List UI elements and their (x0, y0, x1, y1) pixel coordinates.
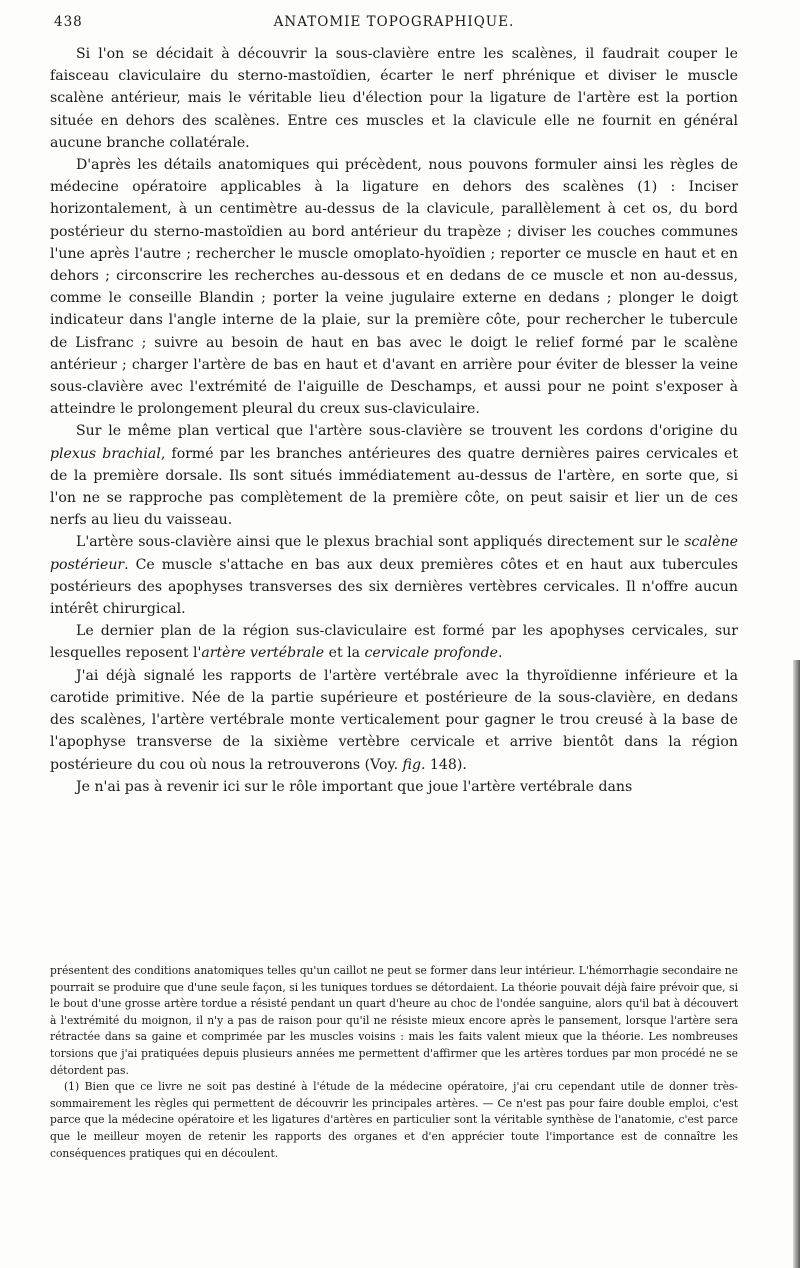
footnote-continuation: présentent des conditions anatomiques telles qu'un caillot ne peut se former dans leur intérieur. L'hémorrhagie secondaire ne pourrait se produire que d'une seule façon, si les tuniques tordues se détordaient. La théorie pouvait déjà faire prévoir que, si le bout d'une grosse artère tordue a résisté pendant un quart d'heure au choc de l'ondée sanguine, alors qu'il bat à découvert à l'extrémité du moignon, il n'y a pas de raison pour qu'il ne résiste mieux encore après le pansement, lorsque l'artère sera rétractée dans sa gaine et comprimée par les muscles voisins : mais les faits valent mieux que la théorie. Les nombreuses torsions que j'ai pratiquées depuis plusieurs années me permettent d'affirmer que les artères tordues par mon procédé ne se détordent pas. (50, 964, 738, 1077)
paragraph-6 (50, 665, 738, 776)
paragraph-4-italic: scalène postérieur (50, 534, 738, 573)
running-title: ANATOMIE TOPOGRAPHIQUE. (273, 14, 515, 30)
scan-edge-shadow (793, 660, 800, 1268)
paragraph-3 (50, 420, 738, 531)
paragraph-4-text-a: L'artère sous-clavière ainsi que le plexus brachial sont appliqués directement sur le (76, 534, 685, 551)
paragraph-3-italic: plexus brachial (50, 445, 161, 462)
paragraph-6-italic: fig. (402, 756, 426, 773)
running-head (50, 10, 738, 36)
paragraph-5-italic-2: cervicale profonde (364, 645, 498, 662)
main-text (50, 43, 738, 798)
paragraph-5-italic-1: artère vertébrale (201, 645, 325, 662)
footnotes (50, 963, 738, 1162)
paragraph-3-text-a: Sur le même plan vertical que l'artère sous-clavière se trouvent les cordons d'origine du (76, 423, 738, 440)
paragraph-5-text-a: Le dernier plan de la région sus-claviculaire est formé par les apophyses cervicales, sur lesquelles reposent l' (50, 623, 738, 662)
paragraph-5 (50, 620, 738, 664)
page-number: 438 (54, 14, 83, 30)
footnote-1: (1) Bien que ce livre ne soit pas destiné à l'étude de la médecine opératoire, j'ai cru cependant utile de donner très-sommairement les règles qui permettent de découvrir les principales artères. — Ce n'est pas pour faire double emploi, c'est parce que la médecine opératoire et les ligatures d'artères en particulier sont la véritable synthèse de l'anatomie, c'est parce que le meilleur moyen de retenir les rapports des organes et d'en apprécier toute l'importance est de connaître les conséquences pratiques qui en découlent. (50, 1080, 738, 1160)
paragraph-7: Je n'ai pas à revenir ici sur le rôle important que joue l'artère vertébrale dans (76, 778, 633, 795)
paragraph-3-text-b: , formé par les branches antérieures des quatre dernières paires cervicales et de la première dorsale. Ils sont situés immédiatement au-dessus de l'artère, en sorte que, si l'on ne se rapproche pas complètement de la première côte, on peut saisir et lier un de ces nerfs au lieu du vaisseau. (50, 445, 738, 529)
paragraph-2: D'après les détails anatomiques qui précèdent, nous pouvons formuler ainsi les règles de médecine opératoire applicables à la ligature en dehors des scalènes (1) : Inciser horizontalement, à un centimètre au-dessus de la clavicule, parallèlement à cet os, du bord postérieur du sterno-mastoïdien au bord antérieur du trapèze ; diviser les couches communes l'une après l'autre ; rechercher le muscle omoplato-hyoïdien ; reporter ce muscle en haut et en dehors ; circonscrire les recherches au-dessous et en dedans de ce muscle et non au-dessus, comme le conseille Blandin ; porter la veine jugulaire externe en dedans ; plonger le doigt indicateur dans l'angle interne de la plaie, sur la première côte, pour rechercher le tubercule de Lisfranc ; suivre au besoin de haut en bas avec le doigt le relief formé par le scalène antérieur ; charger l'artère de bas en haut et d'avant en arrière pour éviter de blesser la veine sous-clavière avec l'extrémité de l'aiguille de Deschamps, et aussi pour ne point s'exposer à atteindre le prolongement pleural du creux sus-claviculaire. (50, 157, 738, 418)
paragraph-6-text-a: J'ai déjà signalé les rapports de l'artère vertébrale avec la thyroïdienne inférieure et la carotide primitive. Née de la partie supérieure et postérieure de la sous-clavière, en dedans des scalènes, l'artère vertébrale monte verticalement pour gagner le trou creusé à la base de l'apophyse transverse de la sixième vertèbre cervicale et arrive bientôt dans la région postérieure du cou où nous la retrouverons (Voy. (50, 667, 738, 773)
paragraph-5-text-b: et la (324, 645, 365, 662)
paragraph-1: Si l'on se décidait à découvrir la sous-clavière entre les scalènes, il faudrait couper le faisceau claviculaire du sterno-mastoïdien, écarter le nerf phrénique et diviser le muscle scalène antérieur, mais le véritable lieu d'élection pour la ligature de l'artère est la portion située en dehors des scalènes. Entre ces muscles et la clavicule elle ne fournit en général aucune branche collatérale. (50, 46, 738, 151)
paragraph-4 (50, 531, 738, 620)
paragraph-6-text-b: 148). (425, 756, 467, 773)
paragraph-4-text-b: . Ce muscle s'attache en bas aux deux premières côtes et en haut aux tubercules postérieurs des apophyses transverses des six dernières vertèbres cervicales. Il n'offre aucun intérêt chirurgical. (50, 556, 738, 618)
paragraph-5-text-c: . (497, 645, 503, 662)
